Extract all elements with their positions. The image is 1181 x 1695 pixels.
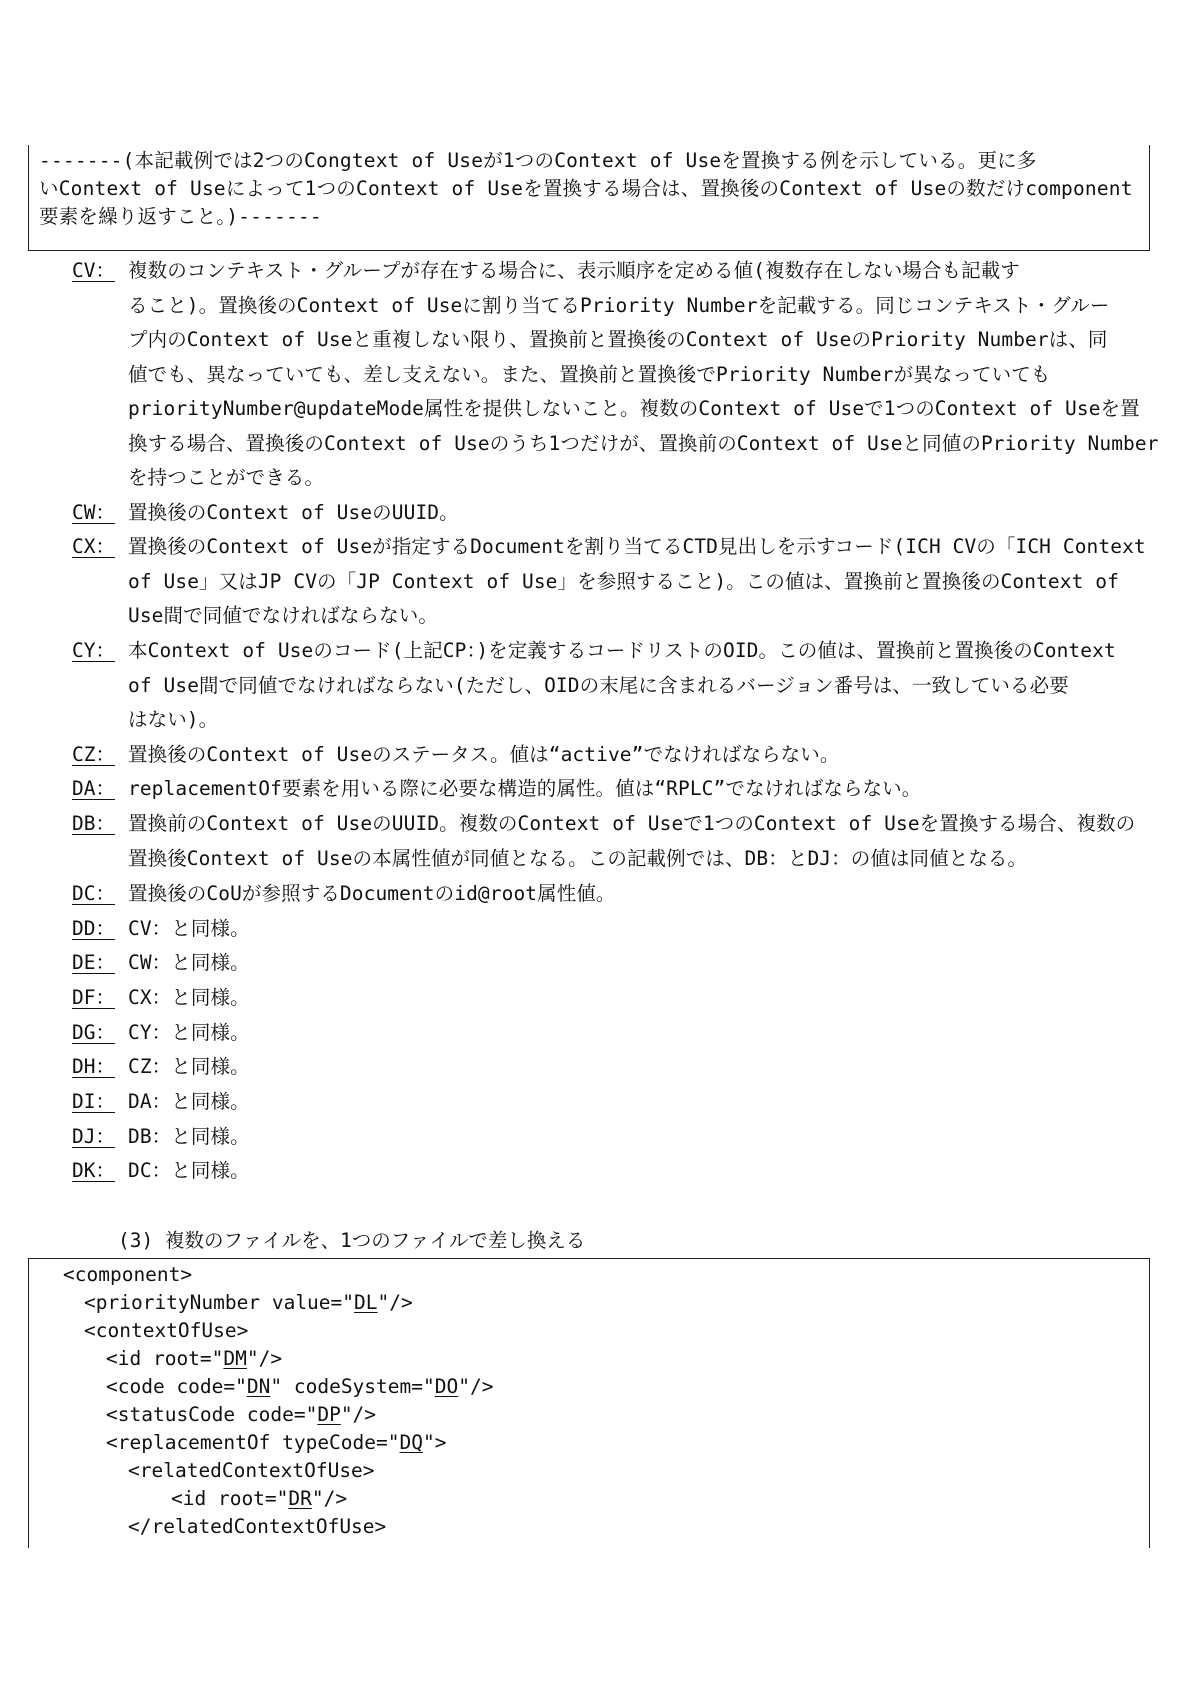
code-line: <contextOfUse> (84, 1319, 249, 1342)
definition-text (128, 772, 1152, 807)
definition-text (128, 1085, 1152, 1120)
code-line: <priorityNumber value="DL"/> (84, 1291, 413, 1314)
placeholder-do: DO (434, 1375, 459, 1398)
definition-key: DH： (72, 1055, 115, 1078)
definition-text (128, 634, 1152, 738)
placeholder-dl: DL (354, 1291, 378, 1314)
code-line: </relatedContextOfUse> (128, 1515, 387, 1538)
definition-text (128, 496, 1152, 531)
definition-line: 置換後Context of Useの本属性値が同値となる。この記載例では、DB：とDJ：の値は同値となる。 (128, 846, 1028, 870)
definition-line: of Use間で同値でなければならない(ただし、OIDの末尾に含まれるバージョン番号は、一致している必要 (128, 673, 1069, 697)
definition-line: replacementOf要素を用いる際に必要な構造的属性。値は“RPLC”でなければならない。 (128, 777, 922, 800)
definition-line: CW：と同様。 (128, 951, 250, 974)
definition-line: DB：と同様。 (128, 1125, 250, 1148)
definition-text (128, 1016, 1152, 1051)
definition-line: 置換後のContext of Useが指定するDocumentを割り当てるCTD見出しを示すコード(ICH CVの「ICH Context (128, 535, 1146, 558)
placeholder-dr: DR (288, 1487, 312, 1510)
placeholder-dn: DN (246, 1375, 271, 1398)
definition-line: DC：と同様。 (128, 1159, 250, 1182)
placeholder-dp: DP (317, 1403, 341, 1426)
definition-key: DA： (72, 777, 115, 800)
definition-line: DA：と同様。 (128, 1090, 250, 1113)
definition-text (128, 738, 1152, 773)
definition-line: ること)。置換後のContext of Useに割り当てるPriority Numberを記載する。同じコンテキスト・グルー (128, 293, 1110, 317)
definition-line: 置換後のCoUが参照するDocumentのid@root属性値。 (128, 882, 616, 905)
definition-key: DI： (72, 1090, 115, 1113)
code-line: <replacementOf typeCode="DQ"> (106, 1431, 447, 1454)
code-line: <id root="DR"/> (171, 1487, 348, 1510)
note-box (28, 145, 1150, 251)
definition-key: DJ： (72, 1125, 115, 1148)
note-line: いContext of Useによって1つのContext of Useを置換する場合は、置換後のContext of Useの数だけcomponent (39, 177, 1133, 200)
definition-text (128, 912, 1152, 947)
definition-key: CZ： (72, 743, 115, 766)
code-line: <component> (63, 1263, 193, 1286)
definition-text (128, 981, 1152, 1016)
definition-text (128, 946, 1152, 981)
definition-line: プ内のContext of Useと重複しない限り、置換前と置換後のContext of UseのPriority Numberは、同 (128, 328, 1108, 351)
definition-line: 置換前のContext of UseのUUID。複数のContext of Useで1つのContext of Useを置換する場合、複数の (128, 812, 1136, 835)
code-line: <relatedContextOfUse> (128, 1459, 375, 1482)
definition-key: CV： (72, 259, 115, 282)
definition-text (128, 1154, 1152, 1189)
definition-text (128, 530, 1152, 634)
definition-line: CV：と同様。 (128, 917, 250, 940)
definition-line: 置換後のContext of Useのステータス。値は“active”でなければならない。 (128, 743, 840, 766)
definition-line: Use間で同値でなければならない。 (128, 604, 438, 627)
definition-key: DF： (72, 986, 115, 1009)
definition-key: DG： (72, 1021, 115, 1044)
definition-text (128, 1120, 1152, 1155)
definition-line: 値でも、異なっていても、差し支えない。また、置換前と置換後でPriority Numberが異なっていても (128, 362, 1051, 386)
code-line: <statusCode code="DP"/> (106, 1403, 377, 1426)
code-box (28, 1258, 1150, 1548)
code-line: <code code="DN" codeSystem="DO"/> (106, 1375, 494, 1398)
definition-line: priorityNumber@updateMode属性を提供しないこと。複数のContext of Useで1つのContext of Useを置 (128, 397, 1140, 420)
definition-line: of Use」又はJP CVの「JP Context of Use」を参照すること)。この値は、置換前と置換後のContext of (128, 569, 1119, 593)
definition-text (128, 877, 1152, 912)
note-line: 要素を繰り返すこと。)------- (39, 205, 322, 228)
definition-key: DK： (72, 1159, 115, 1182)
definition-text (128, 254, 1159, 496)
definition-line: 換する場合、置換後のContext of Useのうち1つだけが、置換前のContext of Useと同値のPriority Number (128, 431, 1159, 455)
definition-key: DB： (72, 812, 115, 835)
definition-line: CX：と同様。 (128, 986, 250, 1009)
definition-line: 本Context of Useのコード(上記CP：)を定義するコードリストのOID。この値は、置換前と置換後のContext (128, 639, 1116, 662)
definition-key: CW： (72, 501, 115, 524)
definition-line: はない)。 (128, 708, 219, 731)
definition-line: CY：と同様。 (128, 1021, 250, 1044)
definition-text (128, 807, 1152, 876)
definition-line: 複数のコンテキスト・グループが存在する場合に、表示順序を定める値(複数存在しない場合も記載す (128, 259, 1020, 282)
code-line: <id root="DM"/> (106, 1347, 283, 1370)
definition-key: CY： (72, 639, 115, 662)
note-line: -------(本記載例では2つのCongtext of Useが1つのContext of Useを置換する例を示している。更に多 (39, 149, 1037, 172)
definition-key: DC： (72, 882, 115, 905)
section-heading: (3) 複数のファイルを、1つのファイルで差し換える (118, 1229, 586, 1252)
definition-line: 置換後のContext of UseのUUID。 (128, 501, 459, 524)
placeholder-dm: DM (223, 1347, 247, 1370)
definition-key: DE： (72, 951, 115, 974)
placeholder-dq: DQ (399, 1431, 423, 1454)
definition-line: を持つことができる。 (128, 466, 325, 489)
definition-line: CZ：と同様。 (128, 1055, 250, 1078)
definition-text (128, 1050, 1152, 1085)
definition-key: DD： (72, 917, 115, 940)
definition-key: CX： (72, 535, 115, 558)
